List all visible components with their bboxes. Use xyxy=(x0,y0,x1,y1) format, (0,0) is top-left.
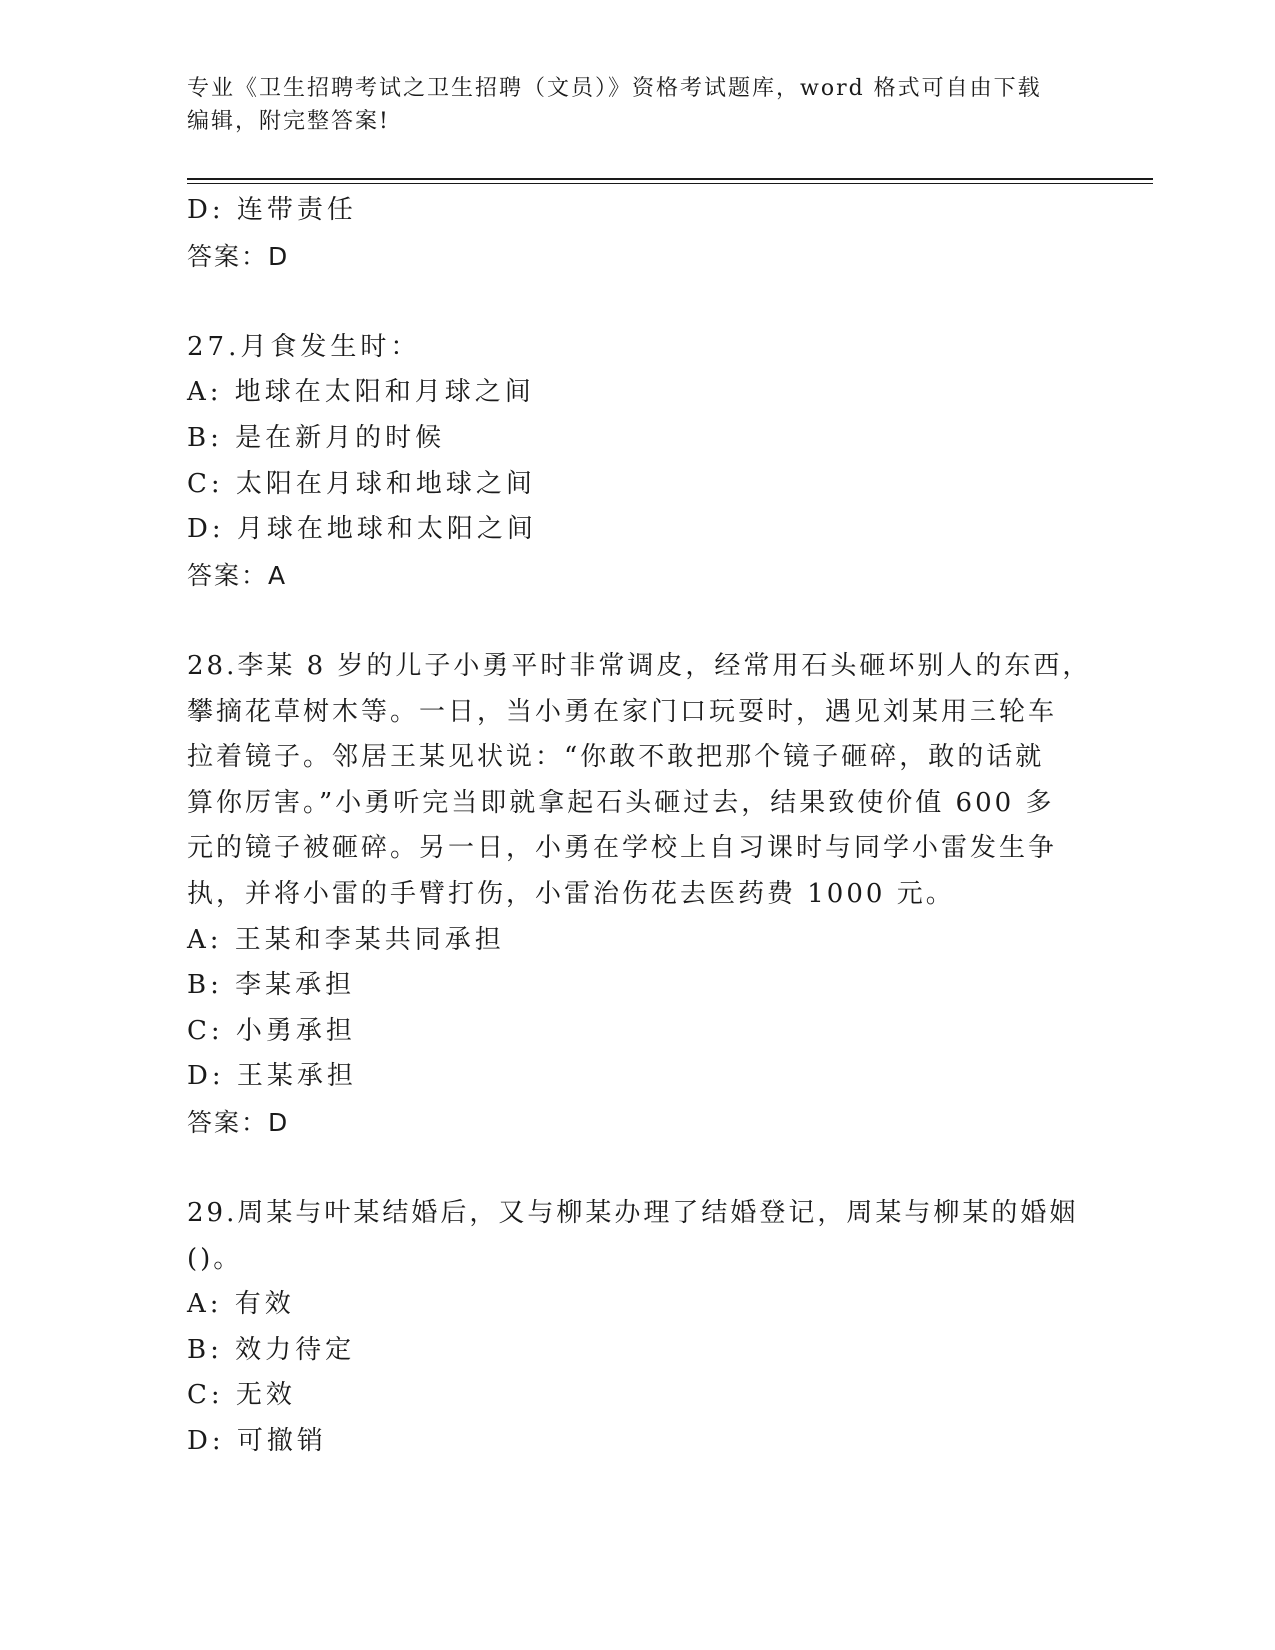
option-d: D: 王某承担 xyxy=(187,1061,357,1092)
option-a: A: 地球在太阳和月球之间 xyxy=(187,377,535,408)
question-stem-line: ()。 xyxy=(187,1243,243,1274)
option-a: A: 有效 xyxy=(187,1289,295,1320)
question-stem-line: 拉着镜子。邻居王某见状说：“你敢不敢把那个镜子砸碎，敢的话就 xyxy=(187,742,1045,773)
header-line-2: 编辑，附完整答案! xyxy=(187,109,390,134)
option-d: D: 连带责任 xyxy=(187,195,357,225)
option-c: C: 小勇承担 xyxy=(187,1015,356,1046)
question-stem-line: 执，并将小雷的手臂打伤，小雷治伤花去医药费 1000 元。 xyxy=(187,878,955,909)
spacer xyxy=(187,279,1067,325)
question-stem-line: 算你厉害。”小勇听完当即就拿起石头砸过去，结果致使价值 600 多 xyxy=(187,787,1055,818)
header-rule-thin xyxy=(187,183,1153,184)
document-body xyxy=(187,188,1092,1465)
question-26-tail xyxy=(187,188,1067,279)
question-28 xyxy=(187,644,1092,1146)
answer-label: 答案：D xyxy=(187,241,290,271)
header-rule-thick xyxy=(187,178,1153,180)
option-c: C: 太阳在月球和地球之间 xyxy=(187,468,536,499)
option-b: B: 效力待定 xyxy=(187,1334,356,1365)
spacer xyxy=(187,1145,1067,1191)
option-c: C: 无效 xyxy=(187,1380,296,1411)
option-b: B: 是在新月的时候 xyxy=(187,422,446,453)
question-stem-line: 元的镜子被砸碎。另一日，小勇在学校上自习课时与同学小雷发生争 xyxy=(187,833,1058,864)
answer-label: 答案：D xyxy=(187,1107,290,1137)
option-d: D: 月球在地球和太阳之间 xyxy=(187,514,537,545)
question-29 xyxy=(187,1191,1079,1465)
question-stem-line: 28.李某 8 岁的儿子小勇平时非常调皮，经常用石头砸坏别人的东西， xyxy=(187,650,1092,681)
question-stem-line: 攀摘花草树木等。一日，当小勇在家门口玩耍时，遇见刘某用三轮车 xyxy=(187,696,1058,727)
document-header xyxy=(187,72,1067,138)
option-b: B: 李某承担 xyxy=(187,970,356,1001)
question-stem: 27.月食发生时： xyxy=(187,331,421,362)
option-d: D: 可撤销 xyxy=(187,1426,327,1457)
question-stem-line: 29.周某与叶某结婚后，又与柳某办理了结婚登记，周某与柳某的婚姻 xyxy=(187,1198,1079,1229)
question-27 xyxy=(187,325,1067,599)
option-a: A: 王某和李某共同承担 xyxy=(187,924,505,955)
answer-label: 答案：A xyxy=(187,560,288,590)
header-line-1: 专业《卫生招聘考试之卫生招聘（文员）》资格考试题库，word 格式可自由下载 xyxy=(187,76,1042,101)
spacer xyxy=(187,598,1067,644)
